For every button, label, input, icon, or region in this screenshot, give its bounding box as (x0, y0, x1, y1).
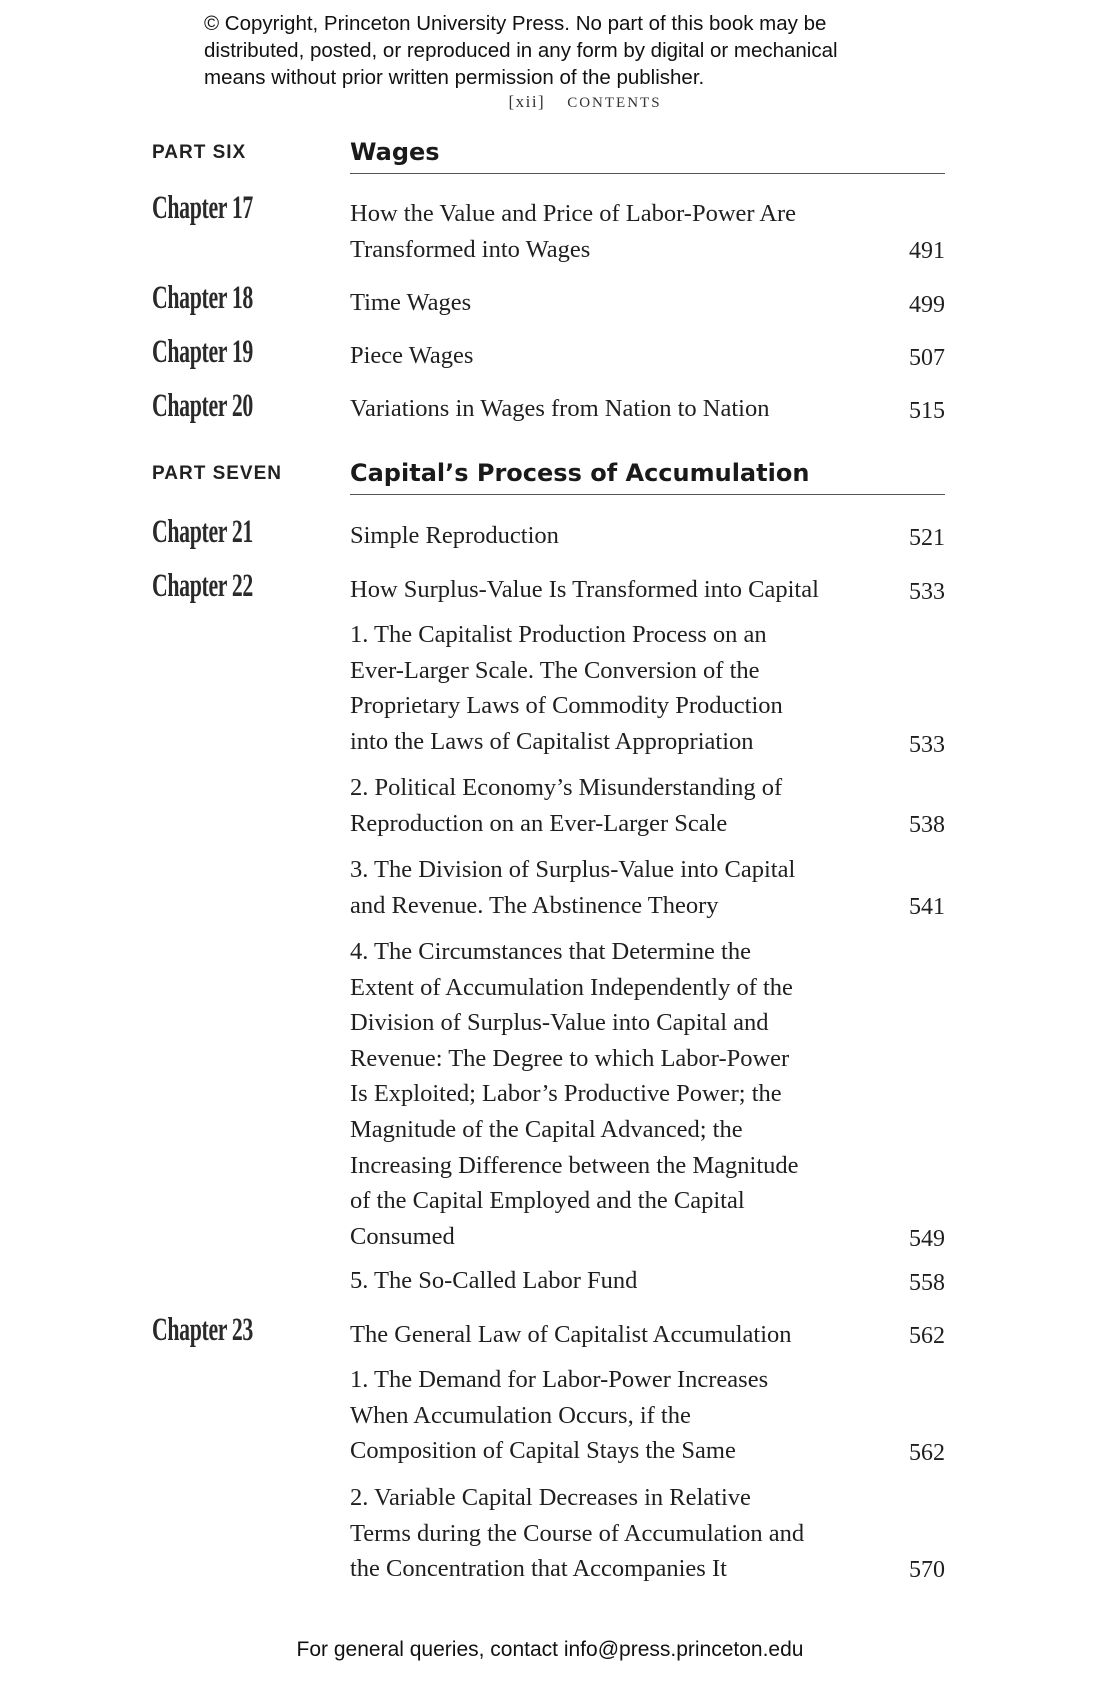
entry-line: 3. The Division of Surplus-Value into Capital (350, 856, 796, 883)
entry-line: The General Law of Capitalist Accumulation (350, 1321, 792, 1348)
chapter-title (350, 285, 870, 321)
entry-line: 2. Variable Capital Decreases in Relative (350, 1484, 751, 1511)
chapter-title (350, 338, 870, 374)
section-title (350, 934, 870, 1254)
running-head (0, 92, 1100, 112)
page-number: 521 (909, 525, 945, 551)
entry-line: Magnitude of the Capital Advanced; the (350, 1115, 743, 1143)
page-number: 533 (909, 732, 945, 758)
copyright-line: means without prior written permission of the publisher. (204, 66, 705, 89)
part-heading (152, 451, 945, 495)
chapter-title (350, 391, 870, 427)
section-title (350, 1263, 870, 1299)
page-number: 499 (909, 292, 945, 318)
section-title (350, 617, 870, 759)
section-title (350, 852, 870, 923)
chapter-title (350, 518, 870, 554)
chapter-title (350, 1317, 870, 1353)
entry-line: 4. The Circumstances that Determine the (350, 938, 751, 965)
page-number: 549 (909, 1226, 945, 1252)
entry-line: Division of Surplus-Value into Capital and (350, 1009, 769, 1037)
chapter-label: Chapter 23 (152, 1312, 253, 1348)
page-number: 570 (909, 1557, 945, 1583)
entry-line: into the Laws of Capitalist Appropriation (350, 727, 754, 755)
running-head-title: CONTENTS (567, 95, 662, 111)
part-rule (350, 494, 945, 495)
entry-line: Increasing Difference between the Magnitude (350, 1151, 799, 1179)
entry-line: Ever-Larger Scale. The Conversion of the (350, 656, 760, 684)
chapter-label: Chapter 22 (152, 568, 253, 604)
section-title (350, 1480, 870, 1587)
copyright-line: © Copyright, Princeton University Press. No part of this book may be (204, 12, 827, 35)
page-number: 507 (909, 345, 945, 371)
entry-line: 5. The So-Called Labor Fund (350, 1267, 638, 1294)
part-heading (152, 130, 945, 174)
entry-line: Revenue: The Degree to which Labor-Power (350, 1044, 790, 1072)
copyright-line: distributed, posted, or reproduced in any form by digital or mechanical (204, 39, 838, 62)
page-number: 562 (909, 1440, 945, 1466)
part-label: PART SIX (152, 142, 247, 163)
footer-contact: For general queries, contact info@press.princeton.edu (296, 1638, 804, 1661)
entry-line: Consumed (350, 1222, 455, 1250)
page-number: 558 (909, 1270, 945, 1296)
part-label: PART SEVEN (152, 463, 283, 484)
page-number: 491 (909, 238, 945, 264)
chapter-label: Chapter 21 (152, 514, 253, 550)
page-number: 515 (909, 398, 945, 424)
entry-line: and Revenue. The Abstinence Theory (350, 891, 719, 919)
entry-line: When Accumulation Occurs, if the (350, 1401, 691, 1429)
entry-line: Variations in Wages from Nation to Nation (350, 395, 770, 422)
chapter-label: Chapter 18 (152, 280, 253, 316)
page-number: 562 (909, 1323, 945, 1349)
running-head-page: [xii] (508, 92, 546, 111)
entry-line: Composition of Capital Stays the Same (350, 1437, 736, 1465)
entry-line: Proprietary Laws of Commodity Production (350, 692, 783, 720)
chapter-label: Chapter 19 (152, 334, 253, 370)
entry-line: Time Wages (350, 289, 472, 316)
page-number: 538 (909, 812, 945, 838)
entry-line: of the Capital Employed and the Capital (350, 1187, 745, 1215)
entry-line: 1. The Demand for Labor-Power Increases (350, 1366, 769, 1393)
entry-line: Reproduction on an Ever-Larger Scale (350, 809, 728, 837)
entry-line: 2. Political Economy’s Misunderstanding of (350, 774, 783, 801)
entry-line: 1. The Capitalist Production Process on an (350, 621, 767, 648)
entry-line: Simple Reproduction (350, 522, 559, 549)
page-number: 541 (909, 894, 945, 920)
entry-line: Terms during the Course of Accumulation and (350, 1519, 805, 1547)
chapter-label: Chapter 20 (152, 388, 253, 424)
part-rule (350, 173, 945, 174)
entry-line: the Concentration that Accompanies It (350, 1555, 727, 1583)
copyright-notice (204, 10, 924, 91)
page-number: 533 (909, 579, 945, 605)
entry-line: Piece Wages (350, 342, 474, 369)
chapter-label: Chapter 17 (152, 190, 253, 226)
entry-line: How the Value and Price of Labor-Power Are (350, 200, 797, 227)
entry-line: Extent of Accumulation Independently of the (350, 973, 793, 1001)
chapter-title (350, 196, 870, 267)
entry-line: Transformed into Wages (350, 235, 591, 263)
part-title: Wages (350, 138, 440, 166)
chapter-title (350, 572, 870, 608)
entry-line: Is Exploited; Labor’s Productive Power; the (350, 1080, 782, 1108)
section-title (350, 1362, 870, 1469)
section-title (350, 770, 870, 841)
part-title: Capital’s Process of Accumulation (350, 459, 810, 487)
entry-line: How Surplus-Value Is Transformed into Capital (350, 576, 819, 603)
